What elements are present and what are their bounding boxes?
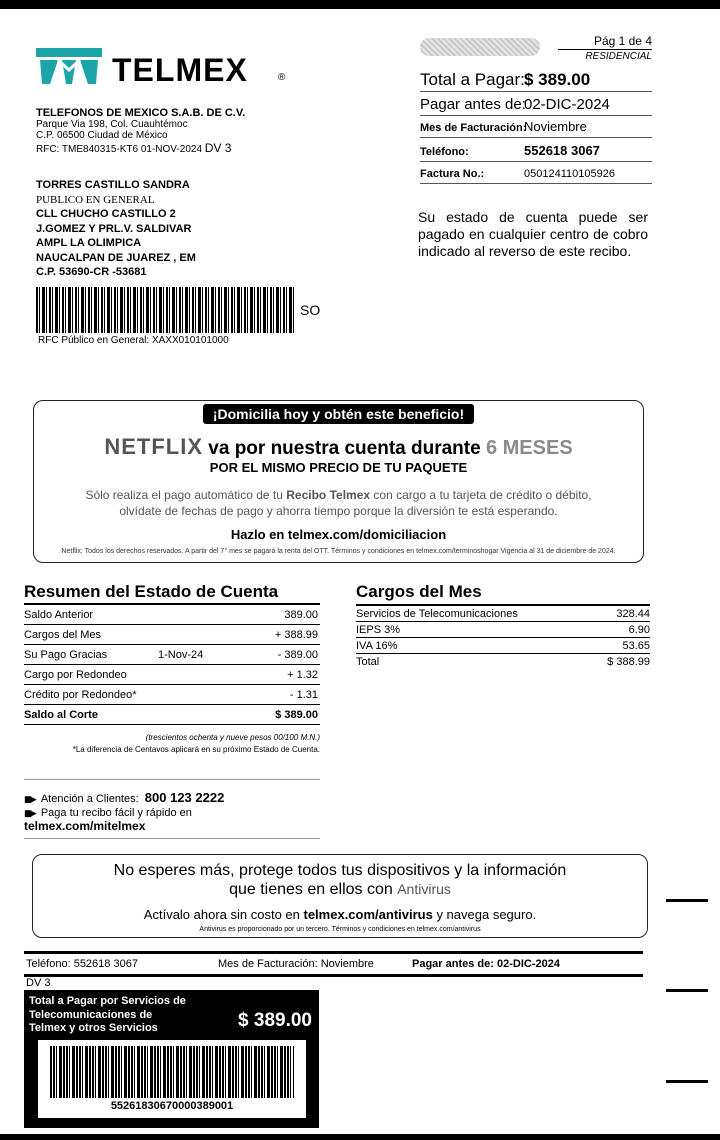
charges-row-label: IVA 16% bbox=[356, 640, 398, 652]
antivirus-headline bbox=[33, 861, 647, 899]
rfc-public: RFC Público en General: XAXX010101000 bbox=[38, 335, 229, 346]
summary-row-label: Su Pago Gracias bbox=[24, 649, 108, 661]
summary-section bbox=[24, 582, 320, 754]
contact-info bbox=[24, 790, 224, 833]
antivirus-fine-print: Antivirus es proporcionado por un tercero. Términos y condiciones en telmex.com/antivirus bbox=[199, 926, 481, 933]
promo-headline-text: va por nuestra cuenta durante bbox=[203, 438, 486, 459]
barcode-number: 55261830670000389001 bbox=[110, 1100, 234, 1112]
summary-row bbox=[24, 605, 320, 625]
footer-month: Mes de Facturación: Noviembre bbox=[218, 958, 374, 970]
summary-row bbox=[24, 705, 320, 725]
top-border bbox=[0, 0, 720, 9]
summary-row-label: Cargo por Redondeo bbox=[24, 669, 127, 681]
promo-months: 6 MESES bbox=[485, 437, 573, 459]
netflix-promo-banner bbox=[33, 400, 644, 563]
total-row bbox=[420, 70, 652, 92]
footer-due-value: 02-DIC-2024 bbox=[496, 958, 560, 970]
promo-fine-print: Netflix: Todos los derechos reservados. A partir del 7° mes se pagará la renta del OTT. Términos y condiciones en telmex.com/terminoshogar Vigencia al 31 de diciembre de 2024. bbox=[61, 548, 616, 555]
arrow-icon: ▮▮▶ bbox=[24, 794, 35, 804]
month-value: Noviembre bbox=[524, 119, 587, 134]
promo-body-1b: Recibo Telmex bbox=[286, 488, 371, 502]
barcode-bars bbox=[50, 1046, 294, 1098]
charges-row bbox=[356, 638, 650, 654]
payment-stub bbox=[24, 990, 319, 1128]
antivirus-logo: Antivirus bbox=[397, 881, 451, 897]
due-row bbox=[420, 96, 652, 116]
footer-dv: DV 3 bbox=[26, 977, 51, 989]
summary-row bbox=[24, 685, 320, 705]
payment-barcode bbox=[38, 1040, 306, 1118]
mitelmex-link[interactable]: telmex.com/mitelmex bbox=[24, 819, 146, 833]
attention-label: Atención a Clientes: bbox=[40, 793, 139, 805]
charges-row-label: Servicios de Telecomunicaciones bbox=[356, 608, 518, 620]
payment-note: Su estado de cuenta puede ser pagado en cualquier centro de cobro indicado al reverso de este recibo. bbox=[418, 209, 648, 259]
segment-label: RESIDENCIAL bbox=[585, 51, 652, 62]
company-address-2: C.P. 06500 Ciudad de México bbox=[36, 130, 168, 141]
summary-table bbox=[24, 605, 320, 725]
summary-row bbox=[24, 645, 320, 665]
registered-mark: ® bbox=[278, 72, 286, 83]
fold-mark bbox=[666, 899, 708, 902]
invoice-value: 050124110105926 bbox=[524, 168, 615, 180]
antivirus-link[interactable]: telmex.com/antivirus bbox=[303, 907, 433, 922]
netflix-logo: NETFLIX bbox=[104, 434, 203, 459]
company-dv: DV 3 bbox=[204, 141, 232, 155]
promo-body-1c: con cargo a tu tarjeta de crédito o débito, bbox=[370, 488, 592, 502]
amount-in-words: (trescientos ochenta y nueve pesos 00/100 M.N.) bbox=[145, 733, 320, 742]
summary-row bbox=[24, 665, 320, 685]
charges-table bbox=[356, 606, 650, 670]
summary-row bbox=[24, 625, 320, 645]
company-address-1: Parque Via 198, Col. Cuauhtémoc bbox=[36, 119, 188, 130]
charges-title: Cargos del Mes bbox=[356, 582, 650, 606]
phone-row bbox=[420, 143, 652, 162]
company-rfc: RFC: TME840315-KT6 01-NOV-2024 bbox=[36, 144, 203, 155]
fold-mark bbox=[666, 1080, 708, 1083]
page-number: Pág 1 de 4 bbox=[558, 34, 652, 50]
attention-phone[interactable]: 800 123 2222 bbox=[144, 790, 225, 805]
antivirus-promo-banner bbox=[32, 854, 648, 938]
promo-cta[interactable]: Hazlo en telmex.com/domiciliacion bbox=[230, 527, 447, 542]
total-value: $ 389.00 bbox=[524, 70, 591, 89]
so-code: SO bbox=[300, 302, 321, 318]
charges-row bbox=[356, 654, 650, 670]
month-row bbox=[420, 119, 652, 138]
fold-mark bbox=[666, 989, 708, 992]
stub-amount: $ 389.00 bbox=[238, 1010, 312, 1031]
summary-row-label: Saldo Anterior bbox=[24, 609, 94, 621]
footer-phone: Teléfono: 552618 3067 bbox=[26, 958, 138, 970]
charges-row-label: Total bbox=[356, 656, 380, 668]
redacted-pill bbox=[420, 38, 540, 56]
antivirus-cta bbox=[33, 907, 647, 922]
summary-title: Resumen del Estado de Cuenta bbox=[24, 582, 320, 605]
client-info bbox=[36, 178, 196, 280]
footer-due bbox=[412, 958, 560, 970]
promo-body-1a: Sólo realiza el pago automático de tu bbox=[85, 488, 287, 502]
invoice-label: Factura No.: bbox=[420, 168, 485, 180]
invoice-row bbox=[420, 168, 652, 184]
stub-label: Total a Pagar por Servicios de Telecomunicaciones de Telmex y otros Servicios bbox=[29, 995, 186, 1034]
charges-section bbox=[356, 582, 650, 670]
summary-row-label: Crédito por Redondeo* bbox=[24, 689, 137, 701]
antivirus-cta-c: y navega seguro. bbox=[432, 907, 537, 922]
total-label: Total a Pagar: bbox=[420, 70, 525, 89]
telmex-logo-icon bbox=[36, 48, 102, 84]
contact-divider-bottom bbox=[24, 838, 320, 839]
client-type: PUBLICO EN GENERAL bbox=[36, 193, 155, 206]
charges-row bbox=[356, 606, 650, 622]
footer-due-label: Pagar antes de: bbox=[412, 958, 497, 970]
client-address-1: CLL CHUCHO CASTILLO 2 bbox=[36, 208, 176, 220]
summary-row-value: + 388.99 bbox=[274, 629, 318, 641]
bottom-border bbox=[0, 1134, 720, 1140]
client-address-2: J.GOMEZ Y PRL.V. SALDIVAR bbox=[36, 222, 192, 235]
promo-tag: ¡Domicilia hoy y obtén este beneficio! bbox=[203, 404, 474, 424]
summary-row-value: $ 389.00 bbox=[275, 709, 318, 721]
footer-top-rule bbox=[24, 951, 643, 954]
company-name: TELEFONOS DE MEXICO S.A.B. DE C.V. bbox=[36, 107, 246, 119]
company-info bbox=[36, 108, 245, 155]
antivirus-line-2: que tienes en ellos con bbox=[229, 881, 398, 898]
phone-label: Teléfono: bbox=[420, 146, 469, 158]
summary-row-value: - 1.31 bbox=[289, 689, 318, 701]
charges-row-value: 328.44 bbox=[616, 608, 650, 620]
charges-row-label: IEPS 3% bbox=[356, 624, 401, 636]
due-label: Pagar antes de: bbox=[420, 96, 526, 113]
due-value: 02-DIC-2024 bbox=[524, 96, 610, 113]
summary-row-label: Saldo al Corte bbox=[24, 709, 98, 721]
antivirus-cta-a: Actívalo ahora sin costo en bbox=[143, 907, 304, 922]
client-name: TORRES CASTILLO SANDRA bbox=[36, 179, 190, 191]
summary-row-value: - 389.00 bbox=[277, 649, 318, 661]
brand-name: TELMEX bbox=[112, 52, 248, 88]
phone-value: 552618 3067 bbox=[524, 143, 600, 158]
footer-bottom-rule bbox=[24, 974, 643, 977]
rounding-note: *La diferencia de Centavos aplicará en su próximo Estado de Cuenta. bbox=[72, 745, 320, 754]
address-barcode bbox=[36, 287, 296, 333]
promo-headline bbox=[34, 434, 643, 460]
antivirus-line-1: No esperes más, protege todos tus dispositivos y la información bbox=[113, 862, 567, 879]
month-label: Mes de Facturación: bbox=[420, 122, 527, 134]
charges-row-value: 6.90 bbox=[628, 624, 650, 636]
summary-row-label: Cargos del Mes bbox=[24, 629, 102, 641]
client-address-3: AMPL LA OLIMPICA bbox=[36, 237, 142, 249]
promo-body-2: olvídate de fechas de pago y ahorra tiempo porque la diversión te está esperando. bbox=[119, 504, 558, 518]
summary-row-date: 1-Nov-24 bbox=[158, 649, 204, 661]
client-address-4: NAUCALPAN DE JUAREZ , EM bbox=[36, 251, 196, 264]
charges-row bbox=[356, 622, 650, 638]
pay-online-label: Paga tu recibo fácil y rápido en bbox=[40, 807, 192, 819]
charges-row-value: $ 388.99 bbox=[607, 656, 650, 668]
arrow-icon: ▮▮▶ bbox=[24, 808, 35, 818]
summary-row-value: 389.00 bbox=[284, 609, 318, 621]
client-address-5: C.P. 53690-CR -53681 bbox=[36, 266, 147, 278]
promo-subheadline: POR EL MISMO PRECIO DE TU PAQUETE bbox=[209, 460, 468, 475]
contact-divider bbox=[24, 779, 320, 780]
promo-body bbox=[34, 487, 643, 519]
summary-row-value: + 1.32 bbox=[287, 669, 318, 681]
charges-row-value: 53.65 bbox=[622, 640, 650, 652]
